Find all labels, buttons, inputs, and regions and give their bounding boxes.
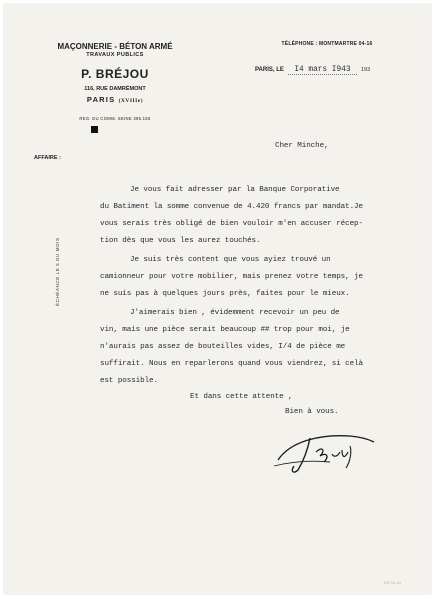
closing-line: Bien à vous. <box>285 408 339 416</box>
affaire-label: AFFAIRE : <box>34 155 61 161</box>
letter-line: ne suis pas à quelques jours près, faites pour le mieux. <box>100 290 350 298</box>
date-line <box>255 58 370 76</box>
letter-line: Je vous fait adresser par la Banque Corporative <box>130 186 340 194</box>
letterhead-trade: MAÇONNERIE - BÉTON ARMÉ <box>57 42 173 51</box>
letterhead-name: P. BRÉJOU <box>81 67 149 81</box>
closing-line: Et dans cette attente , <box>190 393 293 401</box>
salutation: Cher Minche, <box>275 142 329 150</box>
letter-line: tion dès que vous les aurez touchés. <box>100 237 261 245</box>
letterhead-street: 116, RUE DAMRÉMONT <box>84 86 146 92</box>
letter-line: vin, mais une pièce serait beaucoup ## trop pour moi, je <box>100 326 350 334</box>
date-prefix: PARIS, LE <box>255 67 284 73</box>
letterhead-phone: TÉLÉPHONE : MONTMARTRE 04-16 <box>281 41 373 47</box>
letter-line: du Batiment la somme convenue de 4.420 francs par mandat.Je <box>100 203 363 211</box>
letter-line: est possible. <box>100 377 158 385</box>
letterhead-district: (XVIIIe) <box>118 98 144 104</box>
letterhead-registry: REG. DU COMM. SEINE 395.155 <box>79 116 151 121</box>
signature-icon <box>270 422 380 477</box>
letter-line: n'aurais pas assez de bouteilles vides, I/4 de pièce me <box>100 343 346 351</box>
letterhead-city-name: PARIS <box>86 95 116 104</box>
letter-line: vous serais très obligé de bien vouloir m'en accuser récep- <box>100 220 363 228</box>
letterhead-city <box>40 95 190 104</box>
margin-note: ÉCHÉANCE LE 5 DU MOIS <box>55 237 60 306</box>
date-typed: I4 mars I943 <box>288 66 356 75</box>
letter-line: J'aimerais bien , évidemment recevoir un peu de <box>130 309 340 317</box>
letter-line: suffirait. Nous en reparlerons quand vous viendrez, si celà <box>100 360 363 368</box>
letterhead-subtitle: TRAVAUX PUBLICS <box>86 52 144 58</box>
letter-sheet <box>4 4 431 594</box>
letter-line: Je suis très content que vous ayiez trouvé un <box>130 256 331 264</box>
date-year-suffix: 193 <box>360 67 371 73</box>
letter-line: camionneur pour votre mobilier, mais prenez votre temps, je <box>100 273 363 281</box>
letterhead-bullet <box>91 126 98 133</box>
archive-mark: DR.16.24 <box>384 580 401 585</box>
